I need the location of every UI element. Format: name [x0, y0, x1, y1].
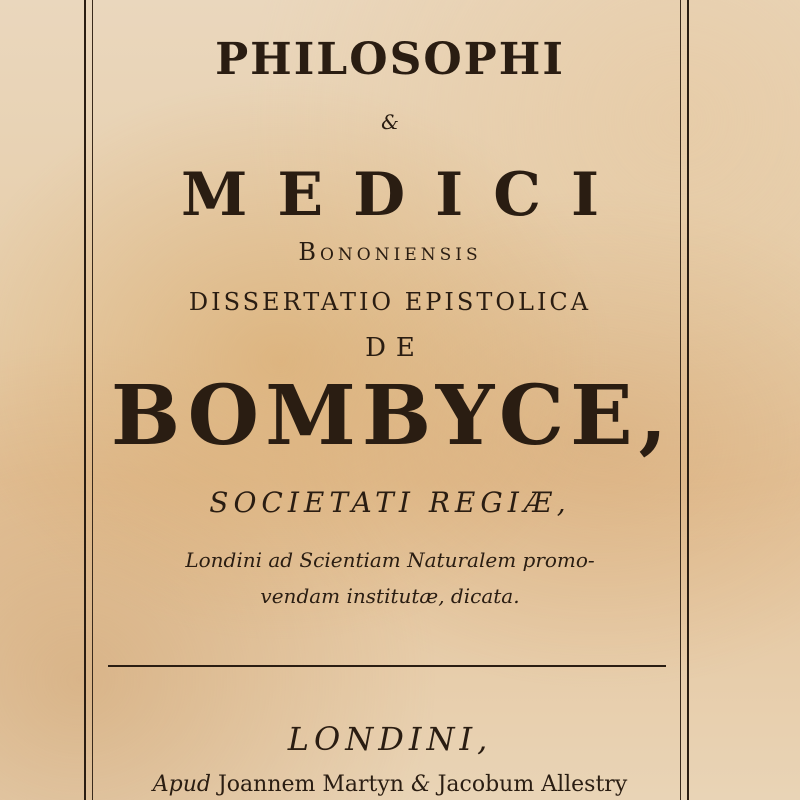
de-line: DE	[365, 333, 425, 363]
dedication-line-1: Londini ad Scientiam Naturalem promo-	[185, 548, 595, 572]
societati-line: SOCIETATI REGIÆ,	[209, 486, 571, 519]
philosophi-line: PHILOSOPHI	[215, 34, 565, 85]
imprint-ampersand: &	[410, 772, 431, 797]
imprint-printer-2: Jacobum Allestry	[437, 772, 628, 797]
horizontal-rule	[108, 665, 666, 667]
bombyce-title: BOMBYCE,	[110, 368, 674, 464]
dedication-line-2: vendam institutæ, dicata.	[260, 584, 520, 608]
ampersand-ornament: &	[381, 110, 399, 134]
imprint-printer-1: Joannem Martyn	[217, 772, 404, 797]
medici-line: MEDICI	[180, 160, 630, 230]
imprint-line	[100, 772, 680, 797]
bononiensis-line: Bononiensis	[298, 238, 482, 266]
imprint-apud: Apud	[152, 772, 211, 797]
imprint-city: LONDINI,	[287, 720, 493, 758]
dissertatio-line: DISSERTATIO EPISTOLICA	[188, 288, 592, 316]
